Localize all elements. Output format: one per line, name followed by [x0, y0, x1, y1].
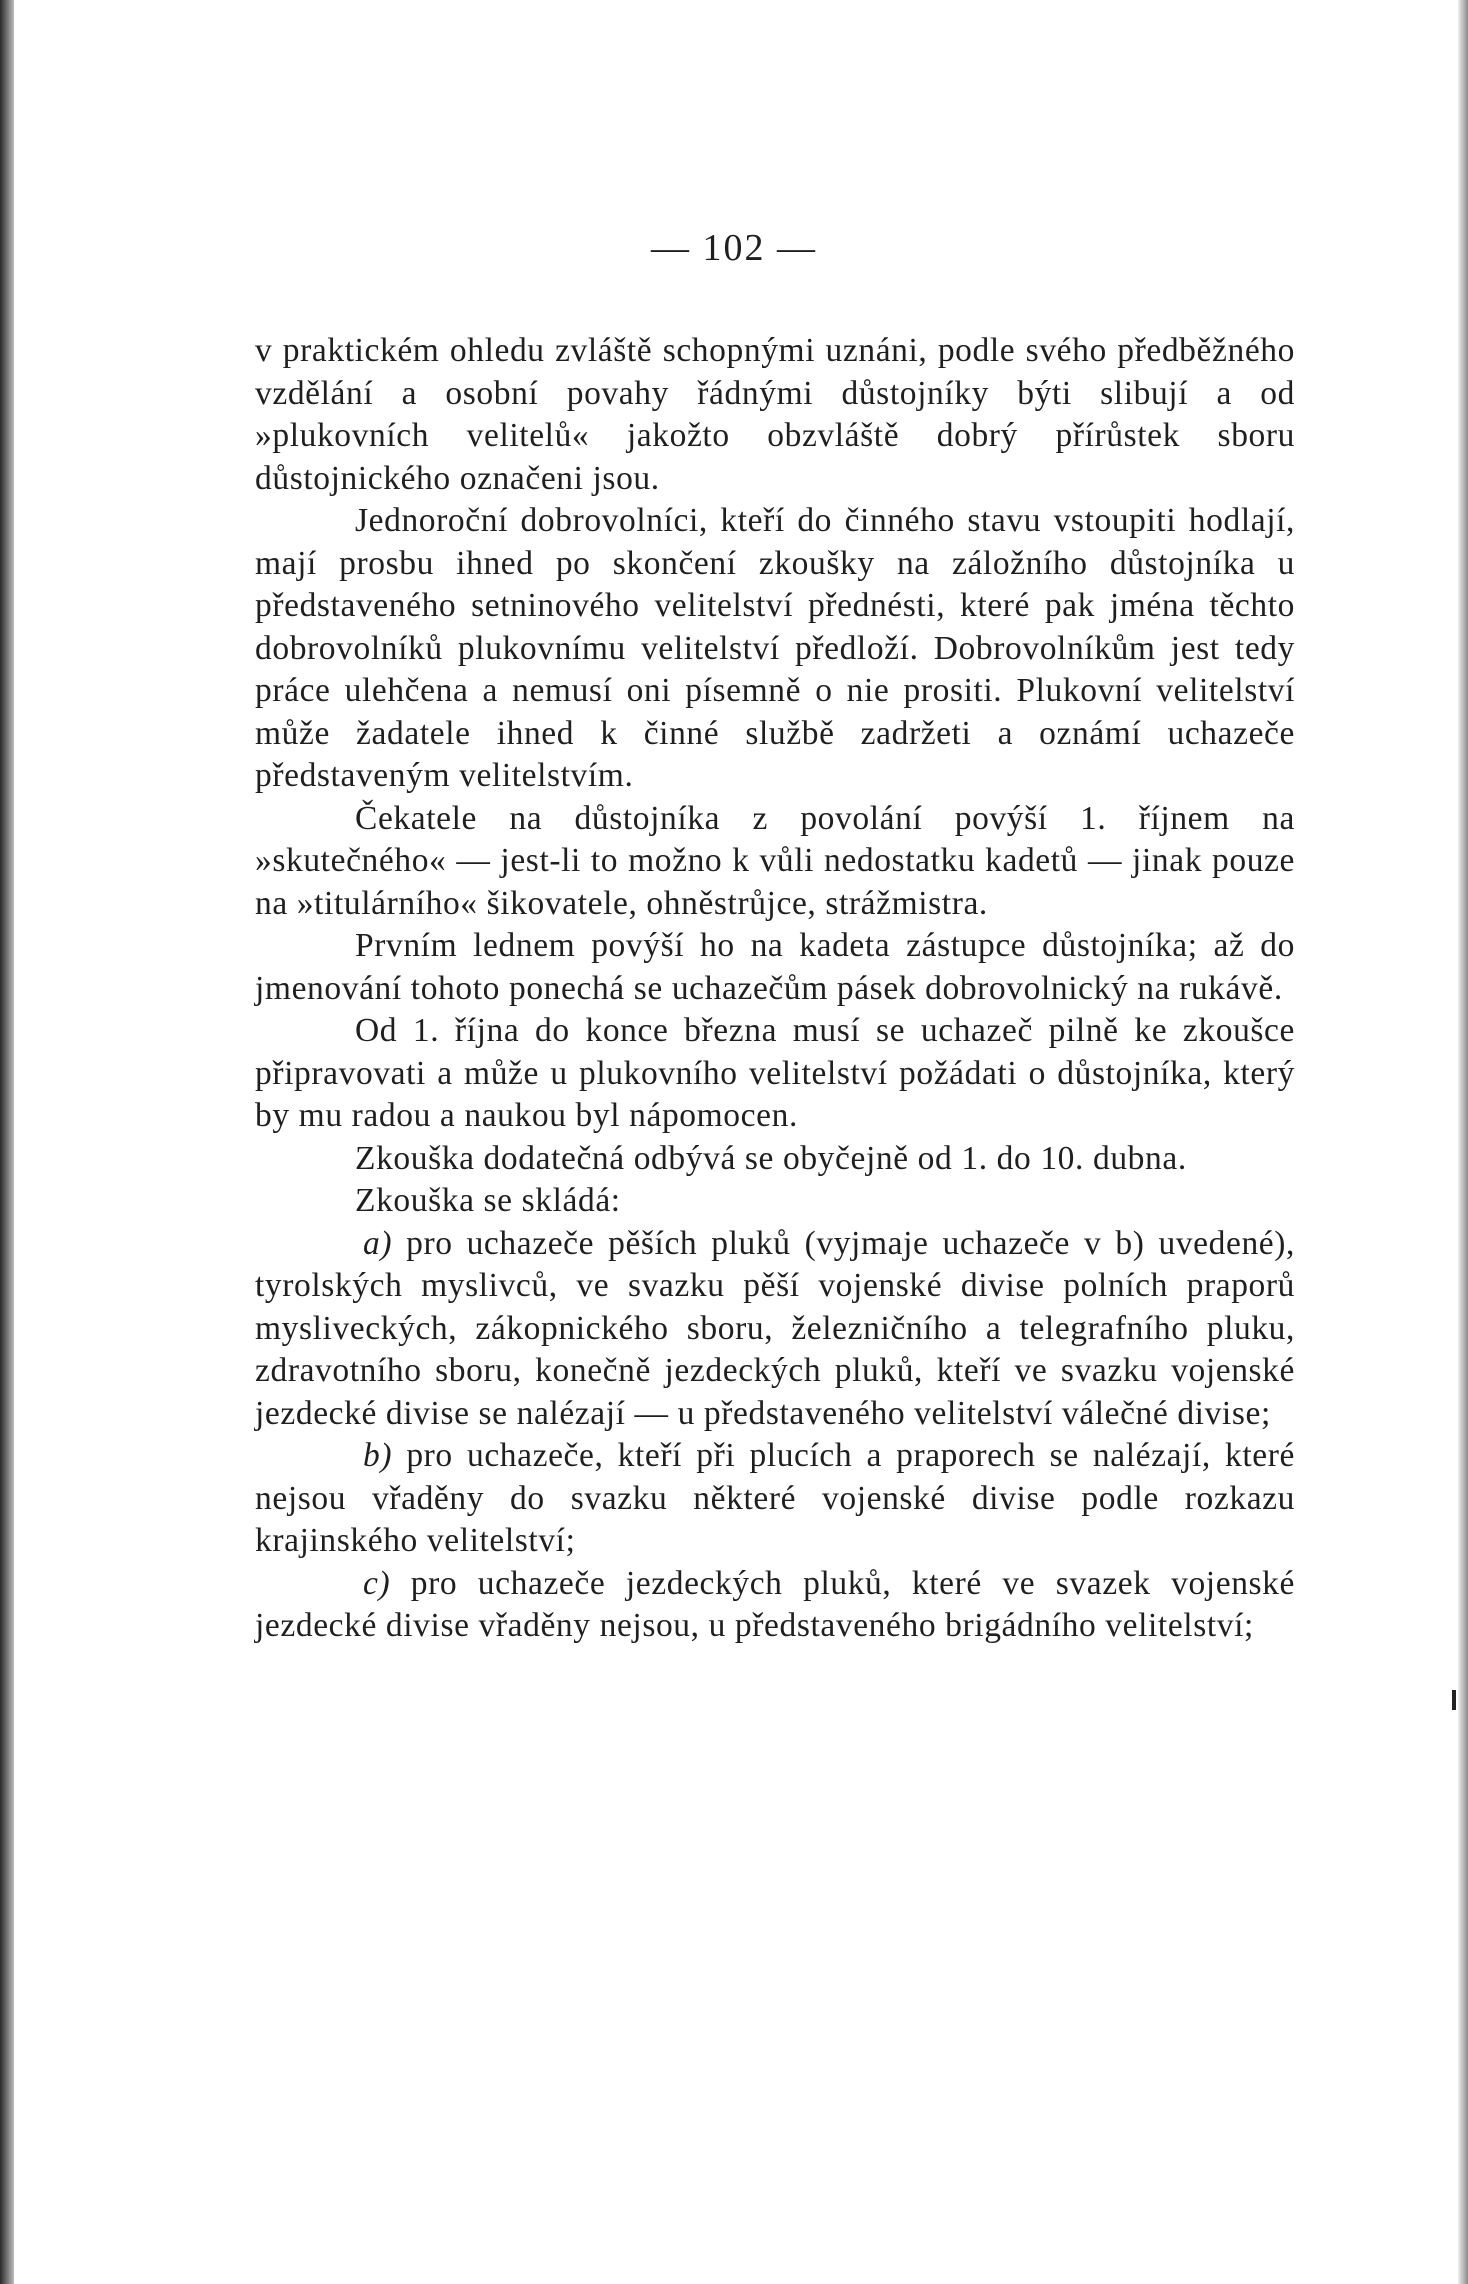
- list-item: [255, 1563, 1295, 1648]
- paragraph: v praktickém ohledu zvláště schopnými uznáni, podle svého předběžného vzdělání a osobní povahy řádnými důstojníky býti slibují a od »plukovních velitelů« jakožto obzvláště dobrý přírůstek sboru důstojnického označeni jsou.: [255, 332, 1295, 497]
- list-item: [255, 1223, 1295, 1436]
- scan-edge-right: [1458, 0, 1468, 2284]
- item-label: a): [363, 1224, 393, 1262]
- item-text: pro uchazeče jezdeckých pluků, které ve svazek vojenské jezdecké divise vřaděny nejsou, u představeného brigádního velitelství;: [255, 1564, 1295, 1644]
- page-body: [255, 330, 1295, 1648]
- item-label: c): [363, 1564, 391, 1602]
- item-label: b): [363, 1437, 393, 1474]
- scan-edge-left: [0, 0, 14, 2284]
- item-text: pro uchazeče, kteří při plucích a praporech se nalézají, které nejsou vřaděny do svazku některé vojenské divise podle rozkazu krajinského velitelství;: [255, 1437, 1295, 1559]
- paragraph: Prvním lednem povýší ho na kadeta zástupce důstojníka; až do jmenování tohoto ponechá se uchazečům pásek dobrovolnický na rukávě.: [255, 927, 1295, 1007]
- paragraph: Zkouška dodatečná odbývá se obyčejně od 1. do 10. dubna.: [355, 1139, 1187, 1177]
- item-text: pro uchazeče pěších pluků (vyjmaje uchazeče v b) uvedené), tyrolských myslivců, ve svazku pěší vojenské divise polních praporů mysliveckých, zákopnického sboru, železničního a telegrafního pluku, zdravotního sboru, konečně jezdeckých pluků, kteří ve svazku vojenské jezdecké divise se nalézají — u představeného velitelství válečné divise;: [255, 1224, 1295, 1432]
- paragraph: Čekatele na důstojníka z povolání povýší 1. říjnem na »skutečného« — jest-li to možno k vůli nedostatku kadetů — jinak pouze na »titulárního« šikovatele, ohněstrůjce, strážmistra.: [255, 799, 1295, 922]
- paragraph: Zkouška se skládá:: [355, 1182, 621, 1219]
- list-item: [255, 1435, 1295, 1563]
- scan-mark: [1452, 1690, 1456, 1710]
- paragraph: Jednoroční dobrovolníci, kteří do činného stavu vstoupiti hodlají, mají prosbu ihned po skončení zkoušky na záložního důstojníka u představeného setninového velitelství přednésti, které pak jména těchto dobrovolníků plukovnímu velitelství předloží. Dobrovolníkům jest tedy práce ulehčena a nemusí oni písemně o nie prositi. Plukovní velitelství může žadatele ihned k činné službě zadržeti a oznámí uchazeče představeným velitelstvím.: [255, 502, 1295, 794]
- page-number: — 102 —: [651, 227, 817, 269]
- paragraph: Od 1. října do konce března musí se uchazeč pilně ke zkoušce připravovati a může u plukovního velitelství požádati o důstojníka, který by mu radou a naukou byl nápomocen.: [255, 1012, 1295, 1134]
